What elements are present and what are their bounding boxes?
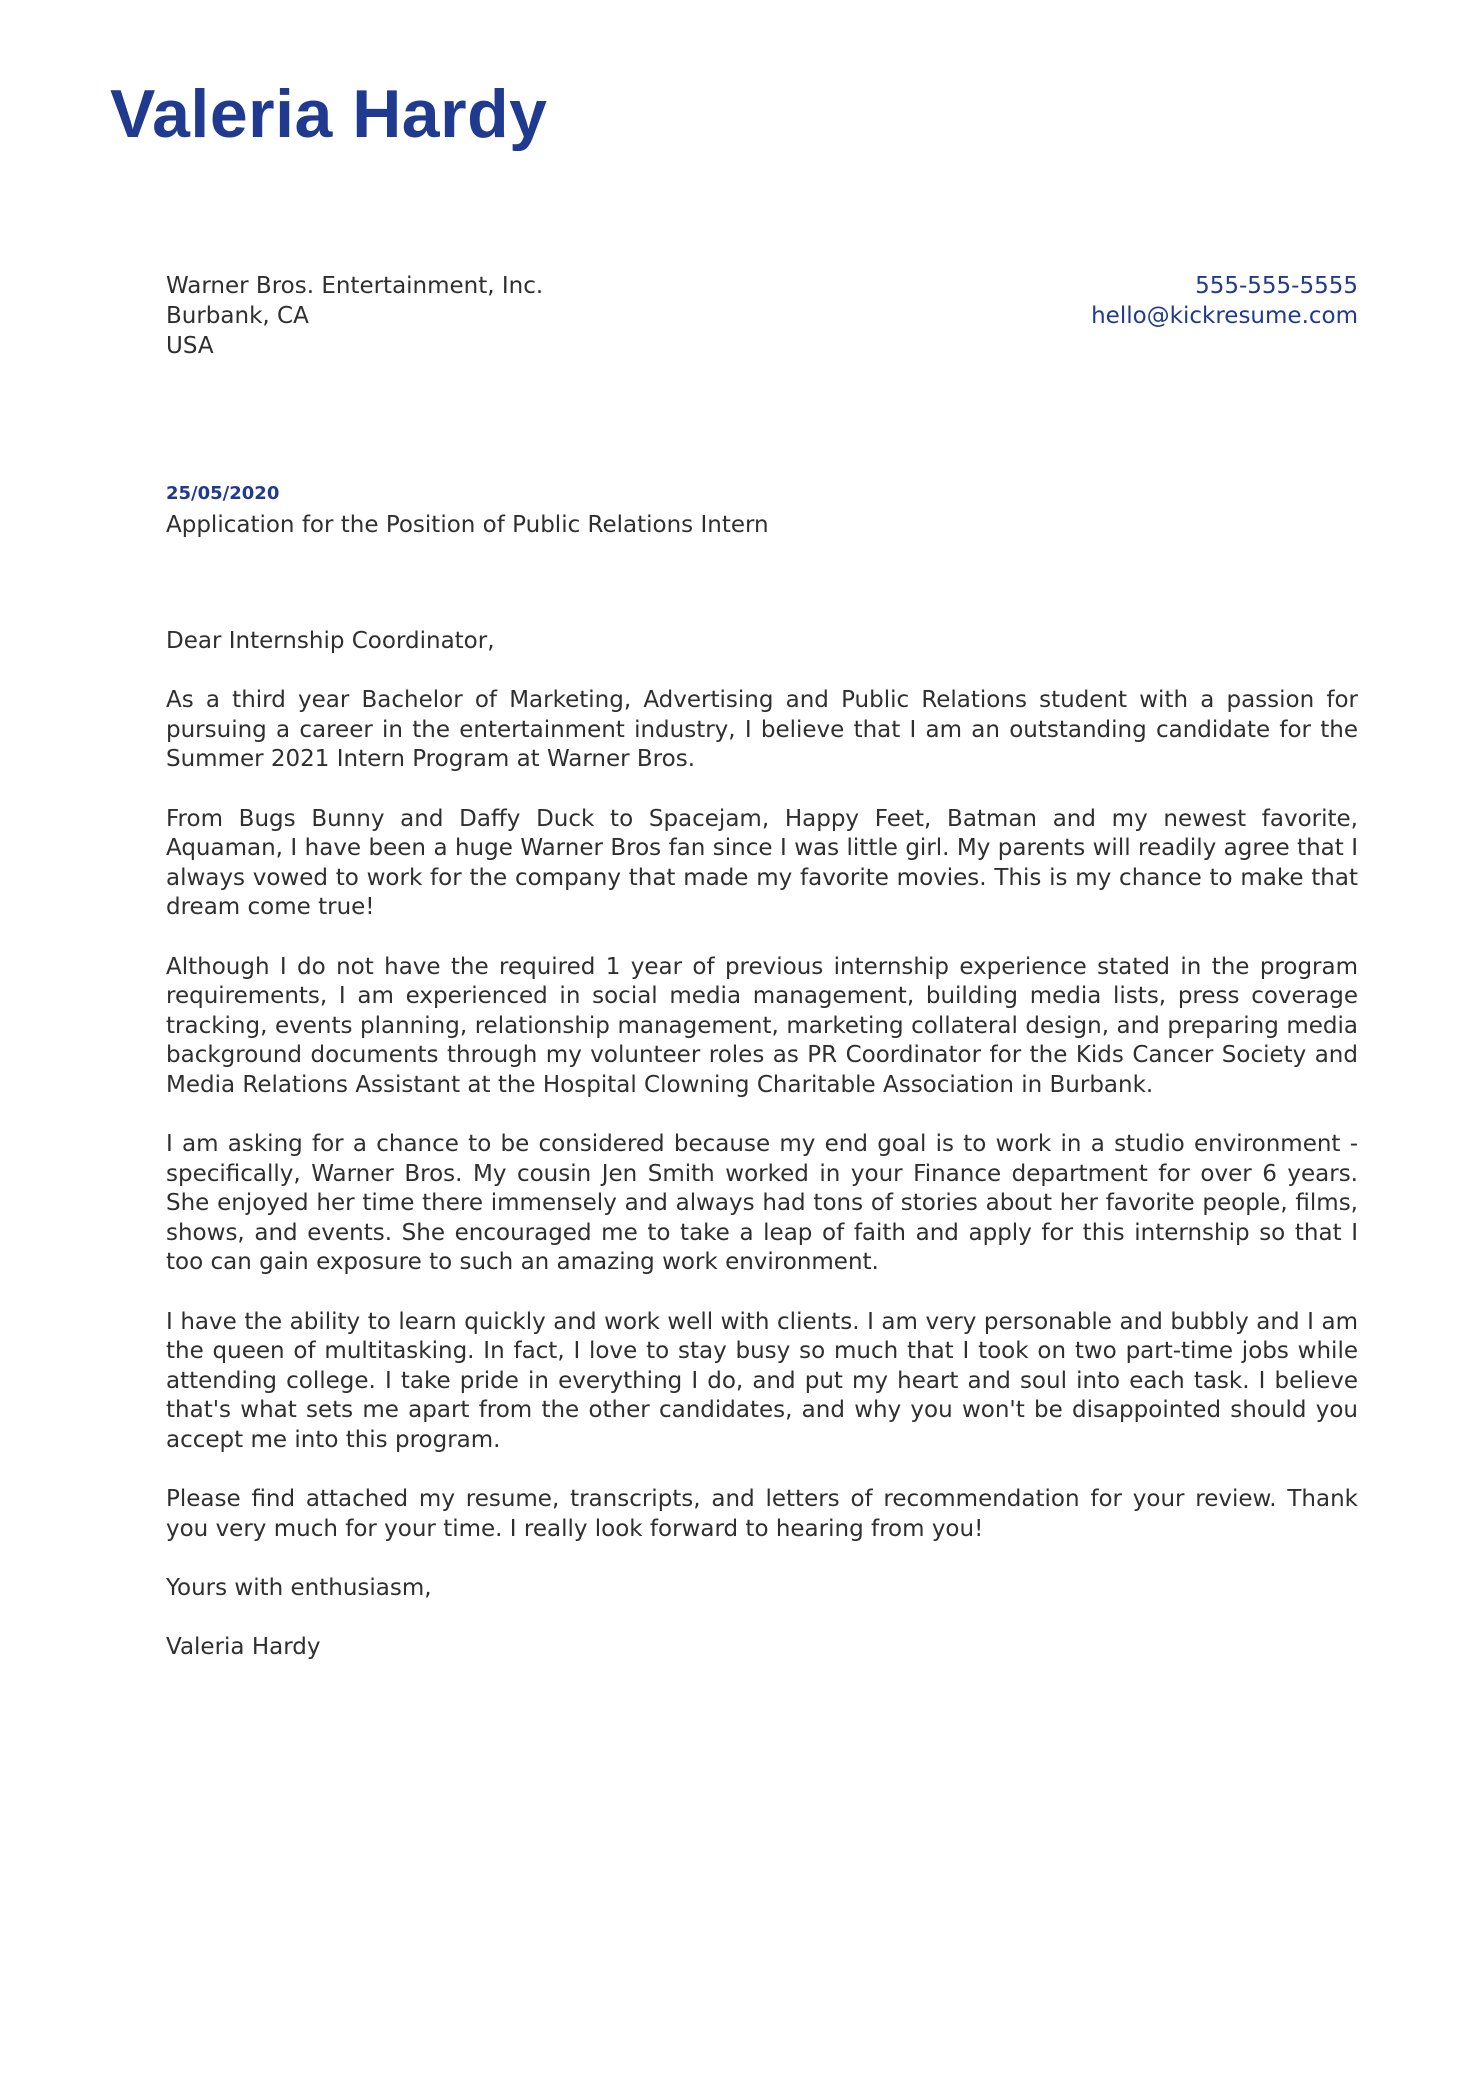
letter-paragraph: Please find attached my resume, transcripts, and letters of recommendation for your review. Thank you very much for your time. I really look forward to hearing from you! [166,1486,1358,1542]
letter-paragraph: I have the ability to learn quickly and work well with clients. I am very personable and bubbly and I am the queen of multitasking. In fact, I love to stay busy so much that I took on two part-time jobs while attending college. I take pride in everything I do, and put my heart and soul into each task. I believe that's what sets me apart from the other candidates, and why you won't be disappointed should you accept me into this program. [166,1308,1358,1454]
letter-signature: Valeria Hardy [166,1634,321,1661]
letter-greeting: Dear Internship Coordinator, [166,628,495,654]
letter-paragraph: I am asking for a chance to be considered because my end goal is to work in a studio environment - specifically, Warner Bros. My cousin Jen Smith worked in your Finance department for over 6 years. She enjoyed her time there immensely and always had tons of stories about her favorite people, films, shows, and events. She encouraged me to take a leap of faith and apply for this internship so that I too can gain exposure to such an amazing work environment. [166,1131,1358,1276]
letter-date: 25/05/2020 [166,483,280,504]
sender-contact [1091,271,1358,331]
recipient-address [166,271,543,361]
letter-subject: Application for the Position of Public Relations Intern [166,512,769,538]
sender-name: Valeria Hardy [110,76,548,152]
letter-paragraph: From Bugs Bunny and Daffy Duck to Spacejam, Happy Feet, Batman and my newest favorite, Aquaman, I have been a huge Warner Bros fan since I was little girl. My parents will readily agree that I always vowed to work for the company that made my favorite movies. This is my chance to make that dream come true! [166,805,1358,921]
sender-phone: 555-555-5555 [1195,273,1358,299]
letter-paragraph: Although I do not have the required 1 year of previous internship experience stated in the program requirements, I am experienced in social media management, building media lists, press coverage tracking, events planning, relationship management, marketing collateral design, and preparing media background documents through my volunteer roles as PR Coordinator for the Kids Cancer Society and Media Relations Assistant at the Hospital Clowning Charitable Association in Burbank. [166,953,1358,1098]
letter-closing: Yours with enthusiasm, [166,1575,432,1601]
sender-email: hello@kickresume.com [1091,303,1358,329]
letter-paragraph: As a third year Bachelor of Marketing, Advertising and Public Relations student with a passion for pursuing a career in the entertainment industry, I believe that I am an outstanding candidate for the Summer 2021 Intern Program at Warner Bros. [166,687,1358,773]
letter-body [166,627,1358,1692]
recipient-city: Burbank, CA [166,303,309,329]
recipient-country: USA [166,333,214,359]
recipient-company: Warner Bros. Entertainment, Inc. [166,273,544,299]
